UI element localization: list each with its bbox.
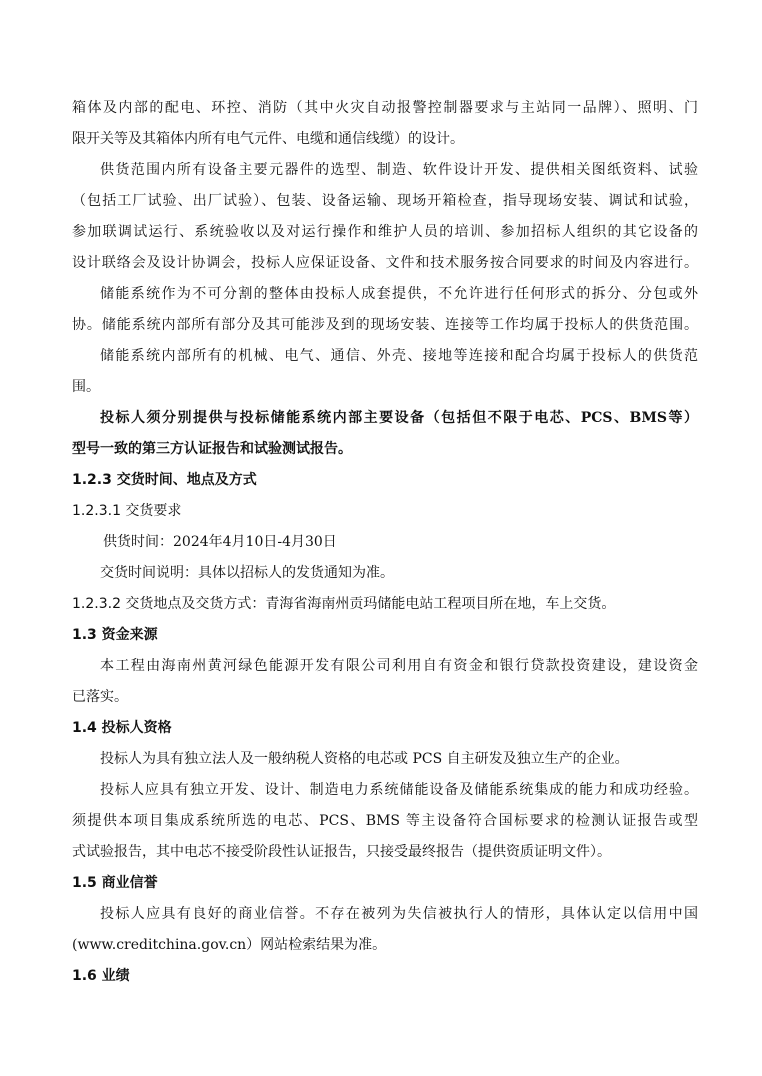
paragraph-certification-requirement: 投标人须分别提供与投标储能系统内部主要设备（包括但不限于电芯、PCS、BMS等） (100, 410, 698, 426)
section-heading-funding: 1.3 资金来源 (72, 627, 158, 643)
body-text-line: 箱体及内部的配电、环控、消防（其中火灾自动报警控制器要求与主站同一品牌）、照明、门 (72, 100, 698, 116)
paragraph-internal-connections: 储能系统内部所有的机械、电气、通信、外壳、接地等连接和配合均属于投标人的供货范 (100, 348, 698, 364)
paragraph-supply-scope: 供货范围内所有设备主要元器件的选型、制造、软件设计开发、提供相关图纸资料、试验 (100, 162, 698, 178)
body-text-line: （包括工厂试验、出厂试验）、包装、设备运输、现场开箱检查，指导现场安装、调试和试验， (72, 193, 698, 209)
body-text-line: 须提供本项目集成系统所选的电芯、PCS、BMS 等主设备符合国标要求的检测认证报告或型 (72, 813, 698, 829)
body-text-line: 限开关等及其箱体内所有电气元件、电缆和通信线缆）的设计。 (72, 131, 464, 147)
body-text-line: (www.creditchina.gov.cn）网站检索结果为准。 (72, 937, 387, 953)
section-heading-reputation: 1.5 商业信誉 (72, 875, 158, 891)
body-text-line: 型号一致的第三方认证报告和试验测试报告。 (72, 441, 352, 457)
body-text-line: 围。 (72, 379, 100, 395)
body-text-line: 设计联络会及设计协调会，投标人应保证设备、文件和技术服务按合同要求的时间及内容进行。 (72, 255, 698, 271)
body-text-line: 式试验报告，其中电芯不接受阶段性认证报告，只接受最终报告（提供资质证明文件）。 (72, 844, 611, 860)
section-heading-delivery: 1.2.3 交货时间、地点及方式 (72, 472, 257, 488)
body-text-line: 协。储能系统内部所有部分及其可能涉及到的现场安装、连接等工作均属于投标人的供货范围。 (72, 317, 698, 333)
paragraph-legal-entity: 投标人为具有独立法人及一般纳税人资格的电芯或 PCS 自主研发及独立生产的企业。 (100, 751, 629, 767)
subsection-delivery-requirements: 1.2.3.1 交货要求 (72, 503, 182, 519)
delivery-location: 1.2.3.2 交货地点及交货方式：青海省海南州贡玛储能电站工程项目所在地，车上交货。 (72, 596, 616, 612)
delivery-time-note: 交货时间说明：具体以招标人的发货通知为准。 (100, 565, 394, 581)
paragraph-funding: 本工程由海南州黄河绿色能源开发有限公司利用自有资金和银行贷款投资建设，建设资金 (100, 658, 698, 674)
body-text-line: 已落实。 (72, 689, 128, 705)
body-text-line: 参加联调试运行、系统验收以及对运行操作和维护人员的培训、参加招标人组织的其它设备的 (72, 224, 698, 240)
section-heading-performance: 1.6 业绩 (72, 968, 130, 984)
paragraph-complete-system: 储能系统作为不可分割的整体由投标人成套提供，不允许进行任何形式的拆分、分包或外 (100, 286, 698, 302)
supply-time: 供货时间：2024年4月10日-4月30日 (103, 534, 337, 550)
paragraph-reputation: 投标人应具有良好的商业信誉。不存在被列为失信被执行人的情形，具体认定以信用中国 (100, 906, 698, 922)
paragraph-capability: 投标人应具有独立开发、设计、制造电力系统储能设备及储能系统集成的能力和成功经验。 (100, 782, 698, 798)
section-heading-qualification: 1.4 投标人资格 (72, 720, 172, 736)
document-page (72, 93, 698, 992)
